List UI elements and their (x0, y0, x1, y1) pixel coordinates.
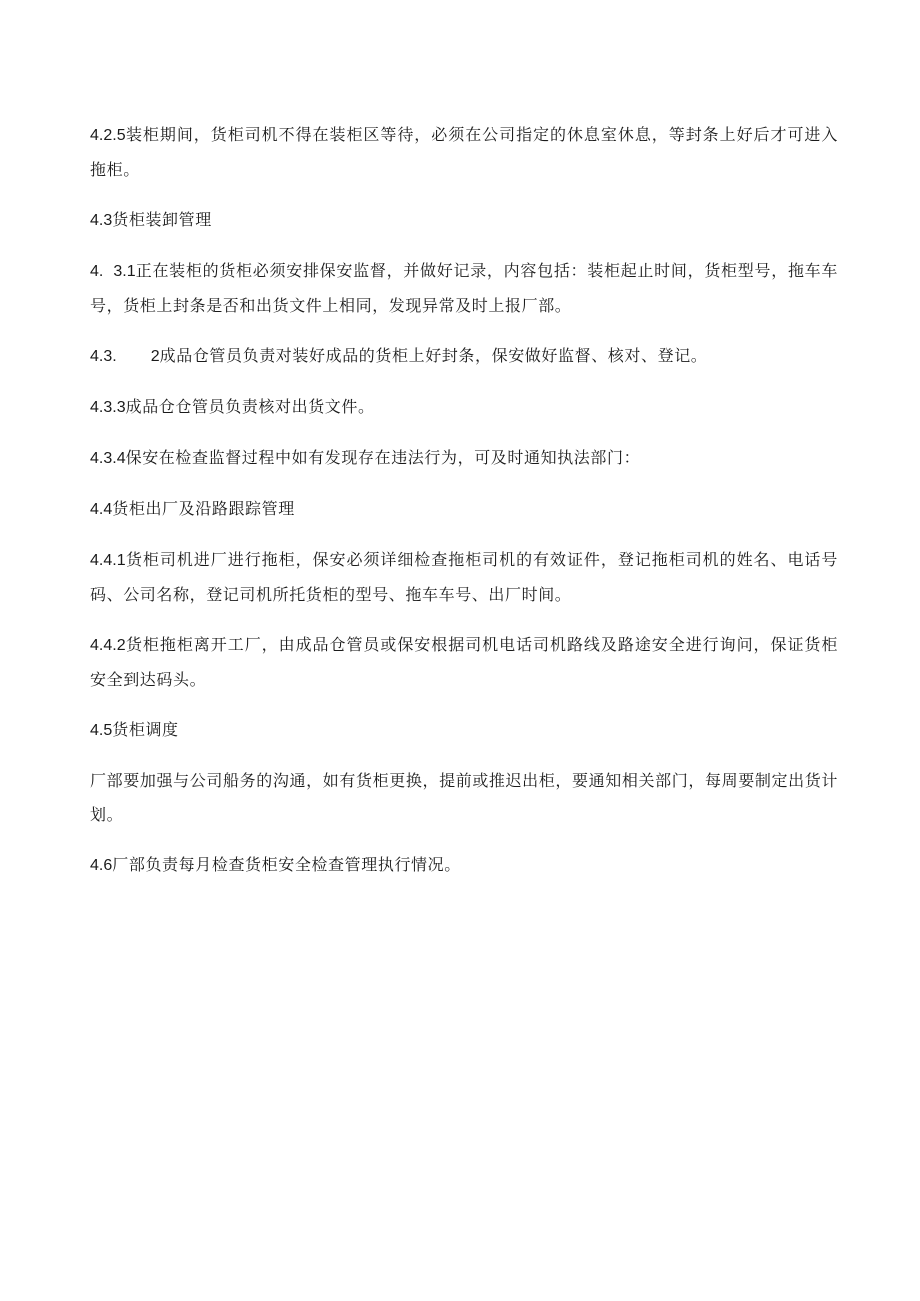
heading-4-3 (90, 203, 838, 238)
heading-4-5 (90, 713, 838, 748)
paragraph-4-4-2 (90, 628, 838, 697)
section-number: 4.4 (90, 501, 113, 518)
section-number: 4.3. (90, 348, 117, 365)
paragraph-text: 成品仓管员负责对装好成品的货柜上好封条，保安做好监督、核对、登记。 (159, 346, 708, 365)
section-number-suffix: 3.1 (113, 263, 136, 280)
paragraph-4-4-1 (90, 543, 838, 612)
paragraph-dispatch (90, 764, 838, 832)
paragraph-4-6 (90, 848, 838, 883)
heading-text: 货柜装卸管理 (112, 210, 212, 229)
paragraph-text: 厂部负责每月检查货柜安全检查管理执行情况。 (112, 855, 461, 874)
paragraph-4-2-5 (90, 118, 838, 187)
paragraph-text: 货柜司机进厂进行拖柜，保安必须详细检查拖柜司机的有效证件，登记拖柜司机的姓名、电话号码、公司名称，登记司机所托货柜的型号、拖车车号、出厂时间。 (90, 550, 838, 604)
paragraph-4-3-3 (90, 390, 838, 425)
paragraph-4-3-1 (90, 254, 838, 323)
paragraph-text: 成品仓仓管员负责核对出货文件。 (125, 397, 375, 416)
paragraph-4-3-4 (90, 441, 838, 476)
section-number: 4.3.3 (90, 399, 126, 416)
paragraph-text: 厂部要加强与公司船务的沟通，如有货柜更换，提前或推迟出柜，要通知相关部门，每周要制定出货计划。 (90, 771, 838, 824)
section-number: 4.4.2 (90, 637, 126, 654)
section-number: 4.3.4 (90, 450, 126, 467)
section-number-suffix: 2 (150, 348, 160, 365)
section-number: 4.5 (90, 722, 113, 739)
heading-4-4 (90, 492, 838, 527)
paragraph-text: 货柜拖柜离开工厂，由成品仓管员或保安根据司机电话司机路线及路途安全进行询问，保证货柜安全到达码头。 (90, 635, 838, 689)
paragraph-text: 保安在检查监督过程中如有发现存在违法行为，可及时通知执法部门： (125, 448, 641, 467)
section-number: 4.3 (90, 212, 113, 229)
section-number: 4. (90, 263, 104, 280)
section-number: 4.4.1 (90, 552, 126, 569)
document-body (90, 118, 838, 899)
heading-text: 货柜调度 (112, 720, 179, 739)
section-number: 4.6 (90, 857, 113, 874)
paragraph-text: 装柜期间，货柜司机不得在装柜区等待，必须在公司指定的休息室休息，等封条上好后才可进入拖柜。 (90, 125, 838, 179)
paragraph-text: 正在装柜的货柜必须安排保安监督，并做好记录，内容包括：装柜起止时间，货柜型号，拖车车号，货柜上封条是否和出货文件上相同，发现异常及时上报厂部。 (90, 261, 838, 315)
section-number: 4.2.5 (90, 127, 126, 144)
heading-text: 货柜出厂及沿路跟踪管理 (112, 499, 295, 518)
paragraph-4-3-2 (90, 339, 838, 374)
